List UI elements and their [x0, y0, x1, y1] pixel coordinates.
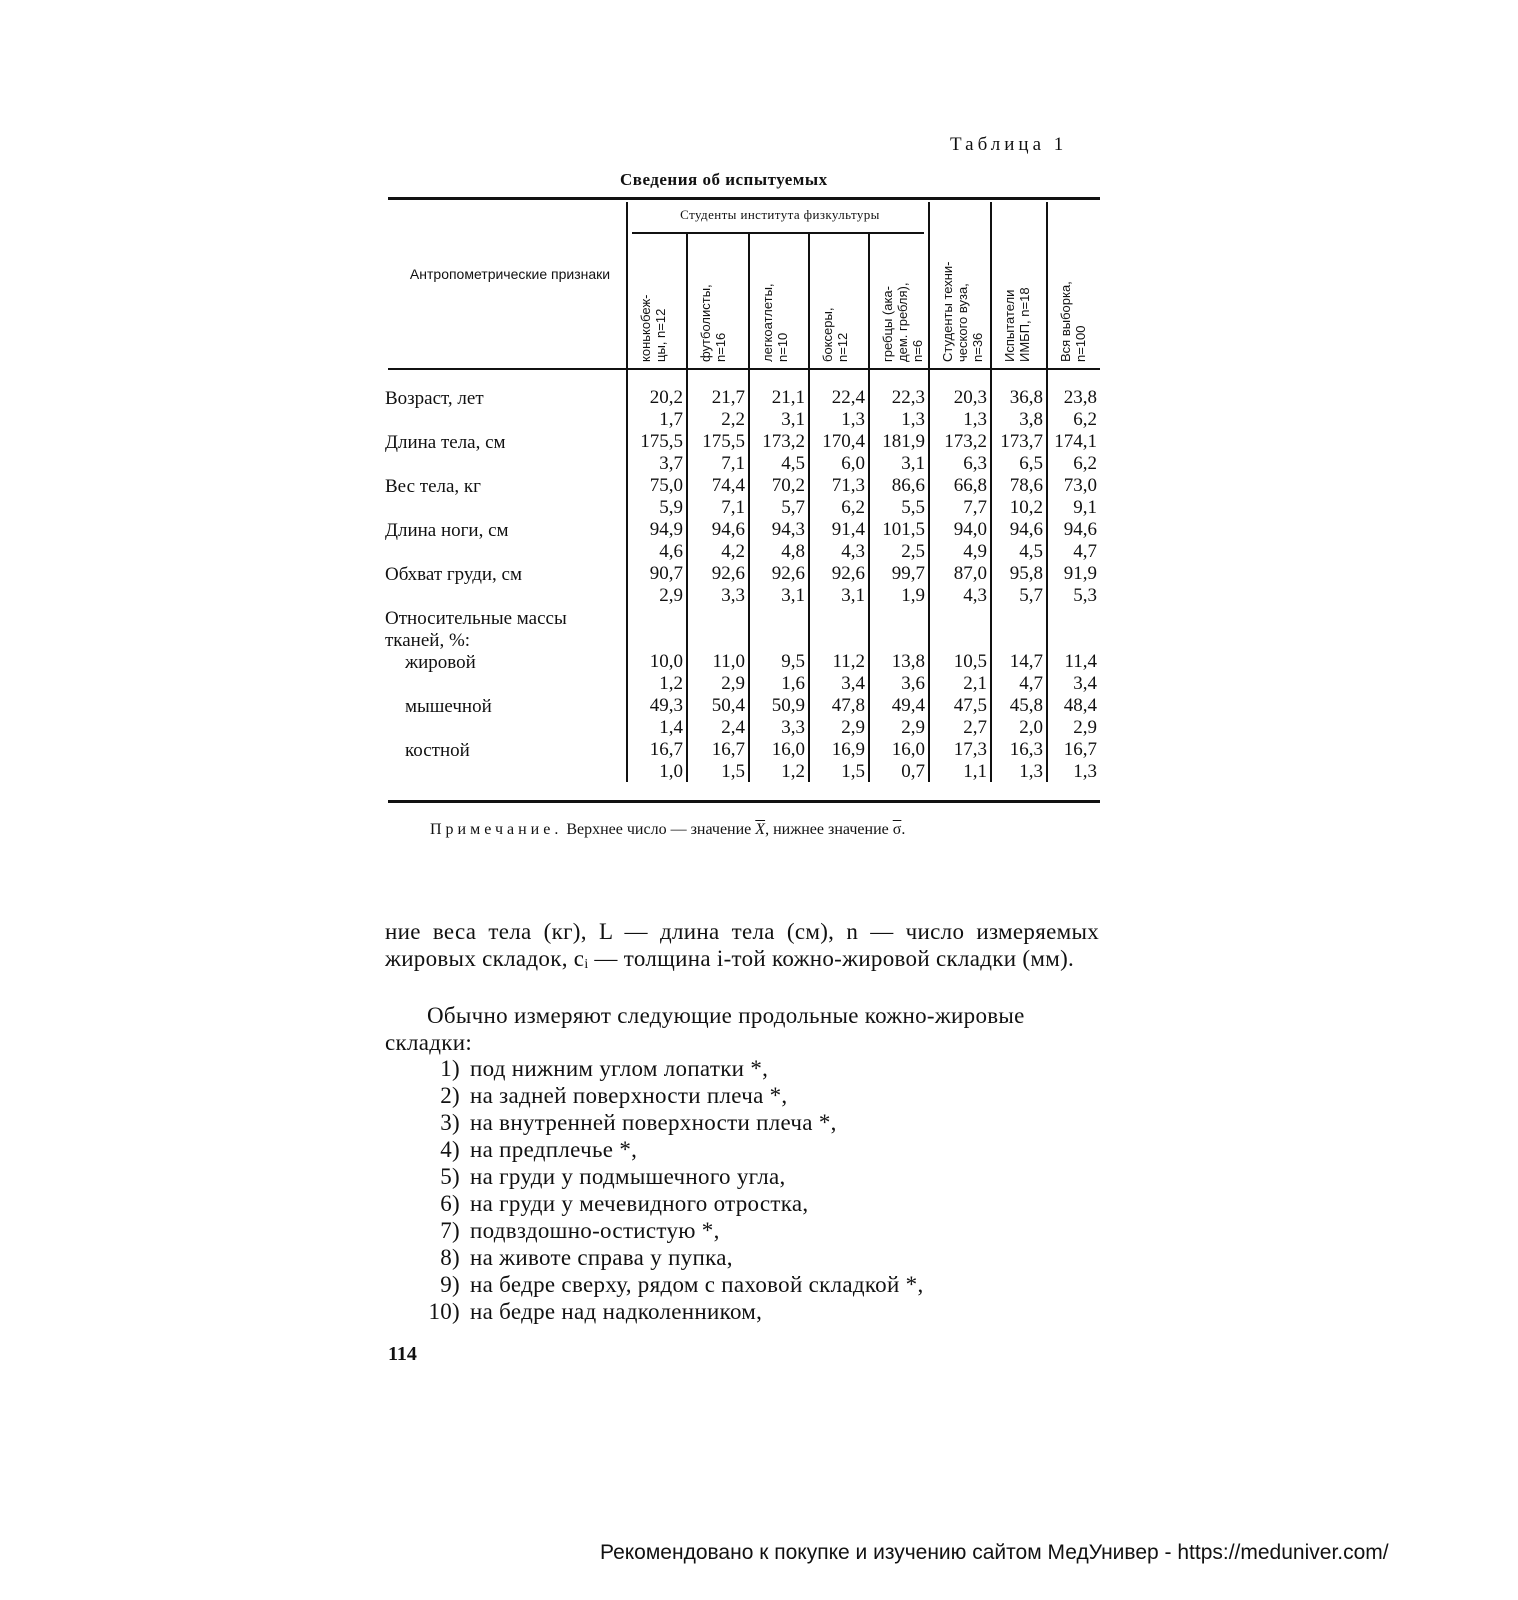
table-cell: 21,1: [771, 387, 805, 408]
table-note: [430, 818, 1098, 842]
table-cell: 47,8: [831, 695, 865, 716]
list-item: [420, 1272, 924, 1298]
table-label: Таблица 1: [950, 134, 1068, 155]
row-label-weight: Вес тела, кг: [385, 476, 481, 497]
table-cell: 16,7: [1063, 739, 1097, 760]
group-header: Студенты института физкультуры: [680, 207, 880, 222]
row-label-leg: Длина ноги, см: [385, 520, 509, 541]
table-cell: 1,9: [901, 585, 925, 606]
list-item-text: на внутренней поверхности плеча *,: [470, 1110, 837, 1135]
table-cell: 2,9: [841, 717, 865, 738]
table-title: Сведения об испытуемых: [620, 170, 828, 189]
attribute-column-header: Антропометрические признаки: [409, 266, 611, 282]
table-cell: 6,0: [841, 453, 865, 474]
column-header: футболисты, n=16: [698, 284, 728, 362]
table-cell: 49,4: [891, 695, 925, 716]
row-label-tissue-1: Относительные массы: [385, 608, 567, 629]
table-cell: 70,2: [771, 475, 805, 496]
table-cell: 94,6: [711, 519, 745, 540]
table-cell: 20,2: [649, 387, 683, 408]
table-cell: 94,3: [771, 519, 805, 540]
table-cell: 74,4: [711, 475, 745, 496]
table-cell: 4,3: [841, 541, 865, 562]
table-cell: 47,5: [953, 695, 987, 716]
table-cell: 5,9: [659, 497, 683, 518]
table-cell: 3,3: [721, 585, 745, 606]
table-cell: 16,7: [711, 739, 745, 760]
table-cell: 91,9: [1063, 563, 1097, 584]
table-cell: 92,6: [771, 563, 805, 584]
table-cell: 1,2: [781, 761, 805, 782]
note-symbol-sigma: $\overline{\sigma}$: [892, 821, 902, 838]
table-cell: 3,4: [841, 673, 865, 694]
table-cell: 10,5: [953, 651, 987, 672]
table-cell: 14,7: [1009, 651, 1043, 672]
table-cell: 2,5: [901, 541, 925, 562]
page-number: 114: [388, 1343, 417, 1365]
table-cell: 175,5: [640, 431, 683, 452]
list-item-number: 1): [440, 1056, 460, 1081]
list-item-number: 9): [440, 1272, 460, 1297]
table-header-rule: [388, 368, 1100, 370]
table-cell: 2,9: [901, 717, 925, 738]
row-label-height: Длина тела, см: [385, 432, 506, 453]
list-item: [420, 1056, 768, 1082]
table-cell: 66,8: [953, 475, 987, 496]
table-cell: 4,3: [963, 585, 987, 606]
table-cell: 92,6: [831, 563, 865, 584]
paragraph-1: ние веса тела (кг), L — длина тела (см), n — число измеряемых жировых складок, cᵢ — толщина i-той кожно-жировой складки (мм).: [385, 919, 1099, 971]
table-cell: 173,2: [944, 431, 987, 452]
table-cell: 1,4: [659, 717, 683, 738]
table-cell: 20,3: [953, 387, 987, 408]
table-cell: 16,9: [831, 739, 865, 760]
list-item-text: на животе справа у пупка,: [470, 1245, 733, 1270]
table-cell: 3,1: [781, 409, 805, 430]
table-cell: 73,0: [1063, 475, 1097, 496]
note-label: Примечание.: [430, 821, 563, 838]
table-cell: 22,4: [831, 387, 865, 408]
table-cell: 3,3: [781, 717, 805, 738]
table-cell: 1,7: [659, 409, 683, 430]
list-item-text: на бедре сверху, рядом с паховой складкой *,: [470, 1272, 924, 1297]
row-label-fat: жировой: [405, 652, 476, 673]
table-cell: 50,9: [771, 695, 805, 716]
table-cell: 6,2: [841, 497, 865, 518]
list-item: [420, 1191, 808, 1217]
table-cell: 94,0: [953, 519, 987, 540]
table-cell: 1,2: [659, 673, 683, 694]
table-cell: 1,3: [1019, 761, 1043, 782]
table-cell: 2,0: [1019, 717, 1043, 738]
table-cell: 4,2: [721, 541, 745, 562]
row-label-tissue-2: тканей, %:: [385, 630, 471, 651]
table-cell: 71,3: [831, 475, 865, 496]
table-cell: 1,5: [721, 761, 745, 782]
table-cell: 11,0: [712, 651, 745, 672]
table-cell: 16,7: [649, 739, 683, 760]
table-cell: 6,3: [963, 453, 987, 474]
list-item-text: под нижним углом лопатки *,: [470, 1056, 769, 1081]
table-cell: 16,0: [891, 739, 925, 760]
table-cell: 21,7: [711, 387, 745, 408]
list-item-text: на предплечье *,: [470, 1137, 638, 1162]
table-cell: 48,4: [1063, 695, 1097, 716]
table-bottom-rule: [388, 800, 1100, 803]
table-cell: 4,8: [781, 541, 805, 562]
table-cell: 3,4: [1073, 673, 1097, 694]
list-item-text: подвздошно-остистую *,: [470, 1218, 720, 1243]
table-cell: 1,0: [659, 761, 683, 782]
note-symbol-x: $\overline{X}$: [755, 821, 766, 838]
list-item-number: 3): [440, 1110, 460, 1135]
table-cell: 174,1: [1054, 431, 1097, 452]
table-cell: 4,7: [1073, 541, 1097, 562]
table-cell: 7,1: [721, 453, 745, 474]
column-header: конькобеж- цы, n=12: [638, 294, 668, 362]
table-cell: 1,3: [901, 409, 925, 430]
table-cell: 36,8: [1009, 387, 1043, 408]
table-cell: 94,9: [649, 519, 683, 540]
table-cell: 95,8: [1009, 563, 1043, 584]
list-item: [420, 1083, 787, 1109]
list-item: [420, 1164, 786, 1190]
table-cell: 9,5: [781, 651, 805, 672]
list-item-text: на бедре над надколенником,: [470, 1299, 763, 1324]
list-item-number: 10): [428, 1299, 460, 1324]
note-end: .: [901, 821, 906, 838]
group-header-rule: [632, 232, 924, 234]
list-item-number: 6): [440, 1191, 460, 1216]
table-cell: 11,4: [1064, 651, 1097, 672]
table-cell: 92,6: [711, 563, 745, 584]
table-cell: 4,5: [781, 453, 805, 474]
table-cell: 5,7: [1019, 585, 1043, 606]
column-header: гребцы (ака- дем. гребля), n=6: [880, 282, 925, 362]
table-cell: 6,2: [1073, 409, 1097, 430]
table-cell: 87,0: [953, 563, 987, 584]
list-item-number: 5): [440, 1164, 460, 1189]
table-cell: 11,2: [832, 651, 865, 672]
table-cell: 78,6: [1009, 475, 1043, 496]
table-cell: 16,3: [1009, 739, 1043, 760]
table-cell: 2,9: [659, 585, 683, 606]
paragraph-2: Обычно измеряют следующие продольные кожно-жировые складки:: [385, 1003, 1025, 1055]
list-item: [420, 1299, 762, 1325]
table-cell: 9,1: [1073, 497, 1097, 518]
table-cell: 2,7: [963, 717, 987, 738]
table-cell: 49,3: [649, 695, 683, 716]
table-cell: 50,4: [711, 695, 745, 716]
list-item-text: на груди у подмышечного угла,: [470, 1164, 786, 1189]
table-cell: 7,1: [721, 497, 745, 518]
table-cell: 23,8: [1063, 387, 1097, 408]
list-item: [420, 1218, 720, 1244]
table-cell: 2,2: [721, 409, 745, 430]
list-item: [420, 1137, 637, 1163]
list-item-number: 8): [440, 1245, 460, 1270]
column-header: Студенты техни- ческого вуза, n=36: [940, 261, 985, 362]
row-label-muscle: мышечной: [405, 696, 492, 717]
table-cell: 173,7: [1000, 431, 1043, 452]
table-cell: 3,8: [1019, 409, 1043, 430]
list-item-number: 4): [440, 1137, 460, 1162]
table-cell: 1,3: [1073, 761, 1097, 782]
table-cell: 6,2: [1073, 453, 1097, 474]
table-cell: 7,7: [963, 497, 987, 518]
table-cell: 1,3: [963, 409, 987, 430]
table-cell: 2,9: [1073, 717, 1097, 738]
table-cell: 3,1: [901, 453, 925, 474]
table-cell: 75,0: [649, 475, 683, 496]
table-cell: 13,8: [891, 651, 925, 672]
column-header: Испытатели ИМБП, n=18: [1002, 287, 1032, 362]
table-cell: 10,0: [649, 651, 683, 672]
table-cell: 3,1: [841, 585, 865, 606]
column-header: боксеры, n=12: [820, 307, 850, 362]
table-cell: 181,9: [882, 431, 925, 452]
watermark: Рекомендовано к покупке и изучению сайтом МедУнивер - https://meduniver.com/: [600, 1541, 1389, 1564]
table-cell: 1,1: [963, 761, 987, 782]
row-label-age: Возраст, лет: [385, 388, 484, 409]
list-item-number: 7): [440, 1218, 460, 1243]
table-cell: 2,4: [721, 717, 745, 738]
table-cell: 3,1: [781, 585, 805, 606]
table-cell: 94,6: [1009, 519, 1043, 540]
table-cell: 94,6: [1063, 519, 1097, 540]
note-text-before: Верхнее число — значение: [566, 821, 756, 838]
table-cell: 101,5: [882, 519, 925, 540]
list-item: [420, 1245, 733, 1271]
table-cell: 99,7: [891, 563, 925, 584]
row-label-chest: Обхват груди, см: [385, 564, 523, 585]
table-cell: 1,3: [841, 409, 865, 430]
table-cell: 91,4: [831, 519, 865, 540]
table-cell: 86,6: [891, 475, 925, 496]
table-cell: 45,8: [1009, 695, 1043, 716]
table-cell: 3,7: [659, 453, 683, 474]
list-item-number: 2): [440, 1083, 460, 1108]
table-cell: 4,7: [1019, 673, 1043, 694]
table-cell: 5,5: [901, 497, 925, 518]
table-cell: 5,3: [1073, 585, 1097, 606]
list-item-text: на груди у мечевидного отростка,: [470, 1191, 809, 1216]
table-cell: 4,6: [659, 541, 683, 562]
note-text-after: , нижнее значение: [765, 821, 893, 838]
table-cell: 16,0: [771, 739, 805, 760]
table-cell: 4,9: [963, 541, 987, 562]
list-item: [420, 1110, 837, 1136]
table-cell: 1,5: [841, 761, 865, 782]
table-cell: 17,3: [953, 739, 987, 760]
column-header: Вся выборка, n=100: [1058, 281, 1088, 362]
table-cell: 4,5: [1019, 541, 1043, 562]
list-item-text: на задней поверхности плеча *,: [470, 1083, 788, 1108]
table-cell: 1,6: [781, 673, 805, 694]
table-top-rule: [388, 197, 1100, 200]
row-label-bone: костной: [405, 740, 470, 761]
table-cell: 5,7: [781, 497, 805, 518]
table-cell: 6,5: [1019, 453, 1043, 474]
table-cell: 22,3: [891, 387, 925, 408]
table-cell: 173,2: [762, 431, 805, 452]
table-cell: 2,1: [963, 673, 987, 694]
table-cell: 170,4: [822, 431, 865, 452]
table-cell: 175,5: [702, 431, 745, 452]
column-header: легкоатлеты, n=10: [760, 283, 790, 362]
table-cell: 0,7: [901, 761, 925, 782]
table-cell: 10,2: [1009, 497, 1043, 518]
table-cell: 90,7: [649, 563, 683, 584]
table-cell: 2,9: [721, 673, 745, 694]
table-cell: 3,6: [901, 673, 925, 694]
